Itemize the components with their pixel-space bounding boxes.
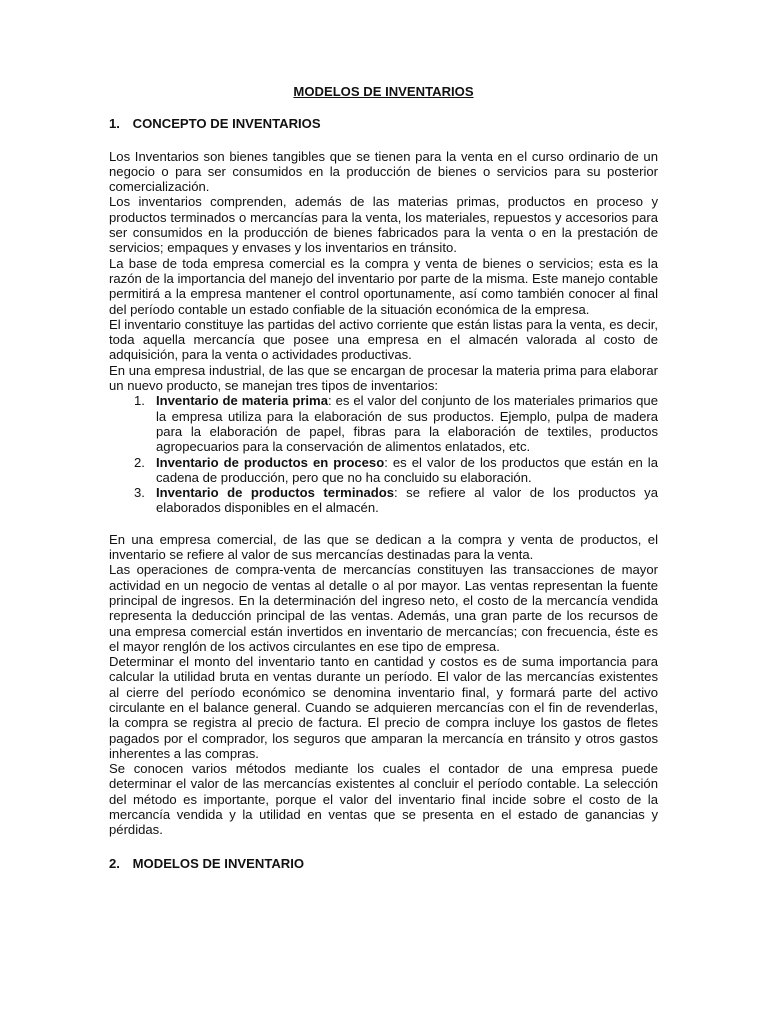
section-2-heading	[109, 856, 658, 871]
document-title: MODELOS DE INVENTARIOS	[293, 84, 474, 99]
paragraph: Se conocen varios métodos mediante los cuales el contador de una empresa puede determinar el valor de las mercancías existentes al concluir el período contable. La selección del método es importante, porque el valor del inventario final incide sobre el costo de la mercancía vendida y la utilidad en ventas que se presenta en el estado de ganancias y pérdidas.	[109, 761, 658, 838]
list-item	[134, 485, 658, 516]
document-page	[109, 84, 658, 871]
list-item-text: : es el valor de los productos que están en la cadena de producción, pero que no ha concluido su elaboración.	[156, 454, 659, 485]
paragraph: El inventario constituye las partidas del activo corriente que están listas para la venta, es decir, toda aquella mercancía que posee una empresa en el almacén valorada al costo de adquisición, para la venta o actividades productivas.	[109, 316, 658, 363]
paragraph: En una empresa industrial, de las que se encargan de procesar la materia prima para elaborar un nuevo producto, se manejan tres tipos de inventarios:	[109, 362, 658, 394]
paragraph: En una empresa comercial, de las que se dedican a la compra y venta de productos, el inventario se refiere al valor de sus mercancías destinadas para la venta.	[109, 531, 658, 563]
list-item-term: Inventario de productos en proceso	[156, 454, 385, 470]
paragraph: La base de toda empresa comercial es la compra y venta de bienes o servicios; esta es la razón de la importancia del manejo del inventario por parte de la misma. Este manejo contable permitirá a la empresa mantener el control oportunamente, así como también conocer al final del período contable un estado confiable de la situación económica de la empresa.	[109, 255, 658, 317]
list-item	[134, 393, 658, 455]
list-marker: 1.	[134, 393, 145, 409]
list-item-term: Inventario de materia prima	[156, 393, 328, 409]
list-item-text: : se refiere al valor de los productos ya elaborados disponibles en el almacén.	[156, 485, 658, 516]
paragraph: Los Inventarios son bienes tangibles que se tienen para la venta en el curso ordinario de un negocio o para ser consumidos en la producción de bienes o servicios para su posterior comercialización.	[109, 148, 658, 195]
list-marker: 2.	[134, 454, 145, 470]
list-marker: 3.	[134, 485, 145, 501]
paragraph: Los inventarios comprenden, además de las materias primas, productos en proceso y productos terminados o mercancías para la venta, los materiales, repuestos y accesorios para ser consumidos en la producción de bienes fabricados para la venta o en la prestación de servicios; empaques y envases y los inventarios en tránsito.	[109, 194, 658, 256]
list-item-text: : es el valor del conjunto de los materiales primarios que la empresa utiliza para la elaboración de sus productos. Ejemplo, pulpa de madera para la elaboración de papel, fibras para la elaboración de textiles, productos agropecuarios para la conservación de alimentos enlatados, etc.	[156, 393, 658, 455]
list-item-term: Inventario de productos terminados	[156, 485, 395, 501]
inventory-types-list	[109, 393, 658, 515]
list-item	[134, 454, 659, 486]
paragraph: Determinar el monto del inventario tanto en cantidad y costos es de suma importancia para calcular la utilidad bruta en ventas durante un período. El valor de las mercancías existentes al cierre del período económico se denomina inventario final, y formará parte del activo circulante en el balance general. Cuando se adquieren mercancías con el fin de revenderlas, la compra se registra al precio de factura. El precio de compra incluye los gastos de fletes pagados por el comprador, los seguros que amparan la mercancía en tránsito y otros gastos inherentes a las compras.	[109, 654, 658, 761]
section-2-number: 2.	[109, 855, 120, 871]
paragraph: Las operaciones de compra-venta de mercancías constituyen las transacciones de mayor actividad en un negocio de ventas al detalle o al por mayor. Las ventas representan la fuente principal de ingresos. En la determinación del ingreso neto, el costo de la mercancía vendida representa la deducción principal de las ventas. Además, una gran parte de los recursos de una empresa comercial están invertidos en inventario de mercancías; con frecuencia, éste es el mayor renglón de los activos circulantes en ese tipo de empresa.	[109, 562, 658, 654]
section-1-title: CONCEPTO DE INVENTARIOS	[132, 116, 321, 132]
section-1-heading	[109, 116, 658, 131]
section-1-number: 1.	[109, 116, 120, 132]
section-2-title: MODELOS DE INVENTARIO	[132, 855, 305, 871]
